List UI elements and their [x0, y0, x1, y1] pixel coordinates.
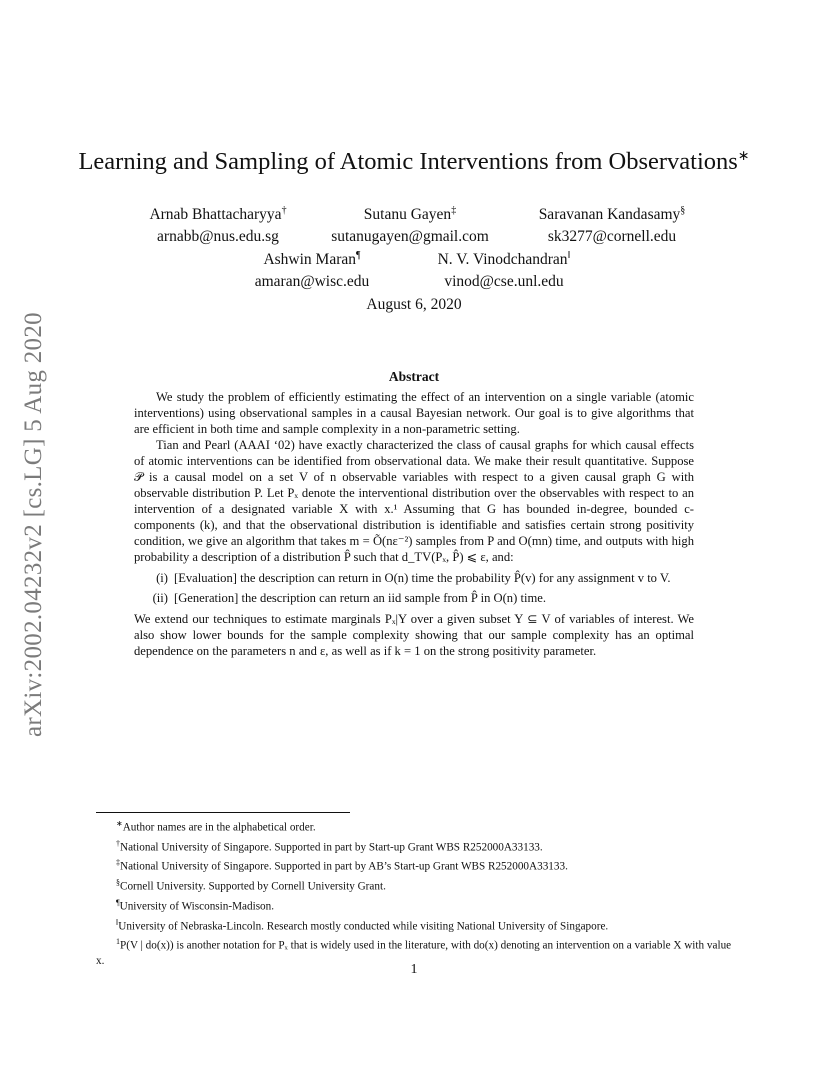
abstract-paragraph: We extend our techniques to estimate marginals Pₓ|Y over a given subset Y ⊆ V of variables of interest. We also show lower bounds for the sample complexity showing that our sample complexity has an optimal dependence on the parameters n and ε, as well as if k = 1 on the strong positivity parameter.: [134, 612, 694, 658]
author-name: Arnab Bhattacharyya: [149, 206, 282, 224]
footnotes: [96, 816, 736, 969]
paper-title: [0, 148, 828, 176]
footnote: [96, 915, 736, 935]
footnote-mark: ‖: [116, 917, 119, 927]
footnote-text: P(V | do(x)) is another notation for Pₓ that is widely used in the literature, with do(x) denoting an intervention on a variable X with value x.: [96, 940, 732, 968]
footnote-mark: ¶: [116, 897, 120, 907]
footnote: [96, 816, 736, 836]
list-item-text: [Generation] the description can return an iid sample from P̂ in O(n) time.: [174, 591, 546, 605]
author-name: Ashwin Maran: [263, 251, 357, 269]
author-name: Sutanu Gayen: [363, 206, 452, 224]
footnote-text: University of Nebraska-Lincoln. Research mostly conducted while visiting National University of Singapore.: [118, 920, 609, 933]
arxiv-identifier-stamp: arXiv:2002.04232v2 [cs.LG] 5 Aug 2020: [20, 312, 47, 738]
author-email: sutanugayen@gmail.com: [331, 228, 489, 246]
title-footnote-mark: ∗: [737, 149, 750, 164]
abstract-body: [134, 389, 694, 659]
author-name: Saravanan Kandasamy: [538, 206, 681, 224]
footnote-text: National University of Singapore. Supported in part by Start-up Grant WBS R252000A33133.: [120, 841, 543, 854]
author-mark: †: [281, 205, 287, 216]
abstract-list: [134, 570, 694, 606]
footnote-text: National University of Singapore. Supported in part by AB’s Start-up Grant WBS R252000A33133.: [120, 861, 568, 874]
footnote: [96, 855, 736, 875]
author-block: [310, 200, 510, 248]
author-block: [404, 245, 604, 293]
footnote-text: Author names are in the alphabetical order.: [122, 821, 316, 834]
author-block: [118, 200, 318, 248]
footnote-mark: §: [116, 878, 120, 888]
footnote: [96, 836, 736, 856]
author-email: sk3277@cornell.edu: [547, 228, 677, 246]
paper-title-text: Learning and Sampling of Atomic Interventions from Observations: [78, 148, 738, 176]
author-email: vinod@cse.unl.edu: [444, 273, 564, 291]
author-mark: ¶: [356, 250, 361, 261]
footnote-mark: ‡: [116, 858, 120, 868]
author-mark: §: [680, 205, 686, 216]
list-item-number: (ii): [152, 591, 168, 605]
publication-date: August 6, 2020: [366, 296, 462, 313]
footnote-mark: 1: [116, 937, 120, 947]
author-email: arnabb@nus.edu.sg: [157, 228, 279, 246]
author-block: [212, 245, 412, 293]
page-number: 1: [410, 962, 418, 977]
footnote-text: Cornell University. Supported by Cornell University Grant.: [120, 880, 386, 893]
list-item-text: [Evaluation] the description can return in O(n) time the probability P̂(v) for any assignment v to V.: [174, 571, 671, 585]
list-item-number: (i): [156, 571, 168, 585]
author-email: amaran@wisc.edu: [254, 273, 370, 291]
author-name: N. V. Vinodchandran: [437, 251, 568, 269]
footnote-rule: [96, 812, 350, 813]
list-item: [134, 570, 694, 586]
abstract-heading: Abstract: [388, 369, 440, 384]
list-item: [134, 590, 694, 606]
footnote: [96, 895, 736, 915]
footnote: [96, 875, 736, 895]
author-block: [512, 200, 712, 248]
footnote-mark: ∗: [116, 819, 123, 828]
author-mark: ‡: [451, 205, 457, 216]
abstract-paragraph: We study the problem of efficiently estimating the effect of an intervention on a single variable (atomic interventions) using observational samples in a causal Bayesian network. Our goal is to give algorithms that are efficient in both time and sample complexity in a non-parametric setting.: [134, 390, 694, 436]
author-mark: ‖: [567, 250, 571, 261]
footnote-mark: †: [116, 838, 120, 848]
footnote-text: University of Wisconsin-Madison.: [119, 900, 275, 913]
abstract-paragraph: Tian and Pearl (AAAI ‘02) have exactly characterized the class of causal graphs for which causal effects of atomic interventions can be identified from observational data. We make their result quantitative. Suppose 𝒫 is a causal model on a set V of n observable variables with respect to a given causal graph G with observable distribution P. Let Pₓ denote the interventional distribution over the observables with respect to an intervention of a designated variable X with x.¹ Assuming that G has bounded in-degree, bounded c-components (k), and that the observational distribution is identifiable and satisfies certain strong positivity condition, we give an algorithm that takes m = Õ(nε⁻²) samples from P and O(mn) time, and outputs with high probability a description of a distribution P̂ such that d_TV(Pₓ, P̂) ⩽ ε, and:: [134, 438, 694, 564]
